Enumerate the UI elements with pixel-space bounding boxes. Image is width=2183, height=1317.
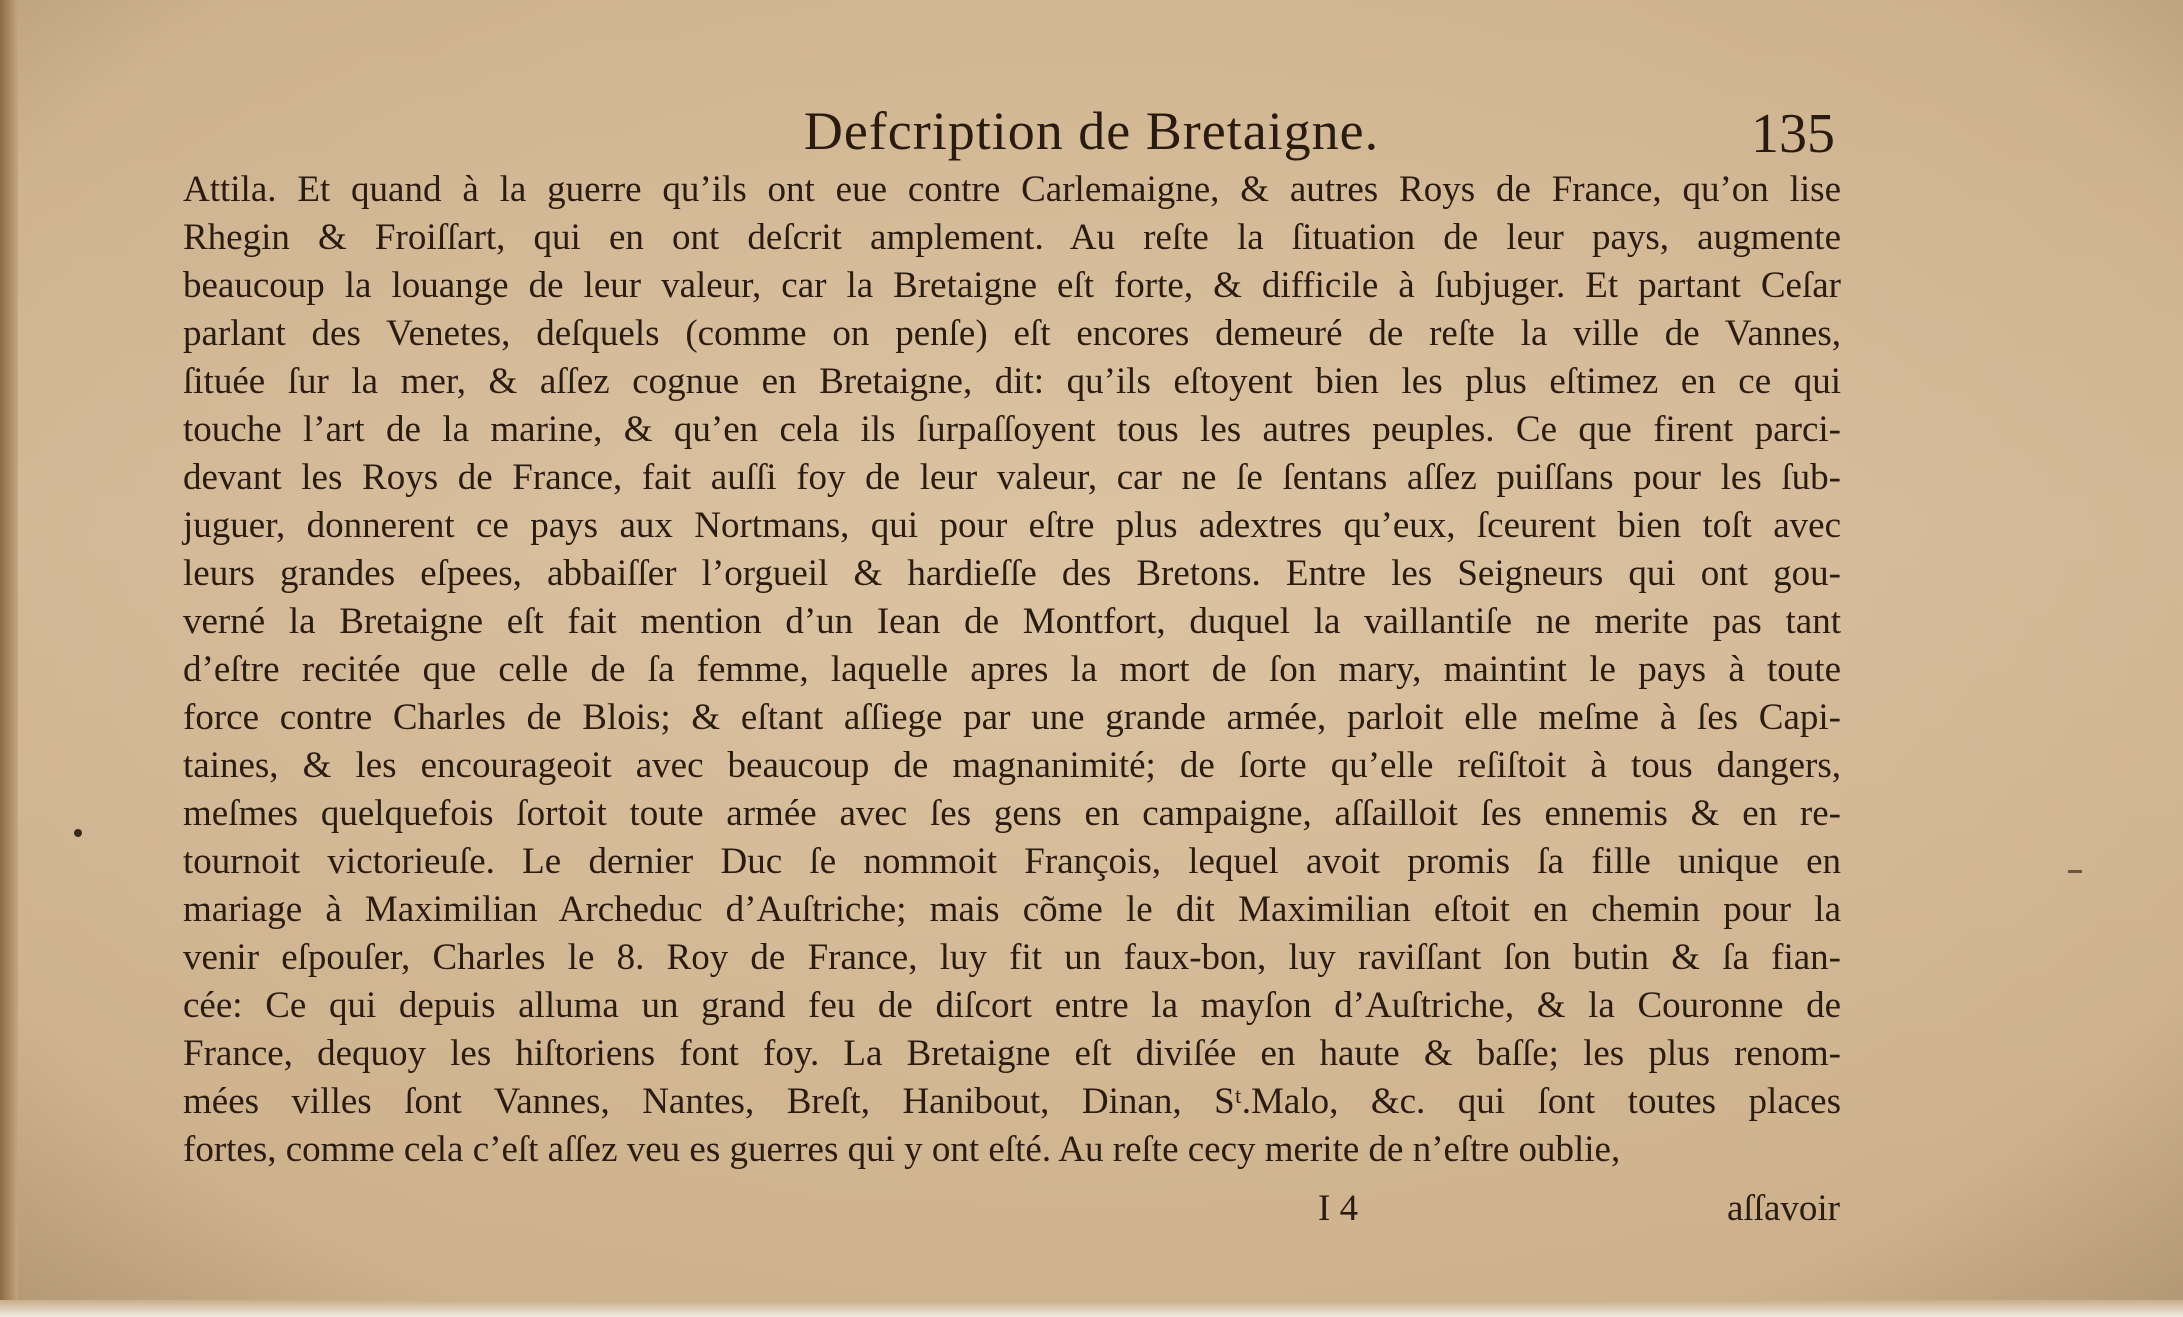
signature-mark: I 4 [1318,1188,1359,1229]
text-line: Attila. Et quand à la guerre qu’ils ont eue contre Carlemaigne, & autres Roys de France, qu’on lise [183,169,1841,210]
text-line: touche l’art de la marine, & qu’en cela ils ſurpaſſoyent tous les autres peuples. Ce que firent parci- [183,409,1841,450]
text-line: devant les Roys de France, fait auſſi foy de leur valeur, car ne ſe ſentans aſſez puiſſans pour les ſub- [183,457,1841,498]
text-line: force contre Charles de Blois; & eſtant aſſiege par une grande armée, parloit elle meſme à ſes Capi- [183,697,1841,738]
page-bottom-edge [0,1300,2183,1317]
text-line: taines, & les encourageoit avec beaucoup de magnanimité; de ſorte qu’elle reſiſtoit à tous dangers, [183,745,1841,786]
text-line: verné la Bretaigne eſt fait mention d’un Iean de Montfort, duquel la vaillantiſe ne merite pas tant [183,601,1841,642]
margin-mark [2068,870,2082,873]
catchword: aſſavoir [1726,1188,1840,1229]
text-line: fortes, comme cela c’eſt aſſez veu es guerres qui y ont eſté. Au reſte cecy merite de n’eſtre oublie, [183,1129,1621,1170]
running-title: Defcription de Bretaigne. [803,101,1380,161]
text-line: France, dequoy les hiſtoriens font foy. La Bretaigne eſt diviſée en haute & baſſe; les plus renom- [183,1033,1841,1074]
text-line: ſituée ſur la mer, & aſſez cognue en Bretaigne, dit: qu’ils eſtoyent bien les plus eſtimez en ce qui [183,361,1841,402]
page-number: 135 [1751,103,1835,165]
text-line: beaucoup la louange de leur valeur, car la Bretaigne eſt forte, & difficile à ſubjuger. Et partant Ceſar [183,265,1841,306]
text-line: tournoit victorieuſe. Le dernier Duc ſe nommoit François, lequel avoit promis ſa fille unique en [183,841,1841,882]
text-line: d’eſtre recitée que celle de ſa femme, laquelle apres la mort de ſon mary, maintint le pays à toute [183,649,1841,690]
text-line: venir eſpouſer, Charles le 8. Roy de France, luy fit un faux-bon, luy raviſſant ſon butin & ſa fian- [183,937,1841,978]
text-line: mariage à Maximilian Archeduc d’Auſtriche; mais cõme le dit Maximilian eſtoit en chemin pour la [183,889,1841,930]
text-line: cée: Ce qui depuis alluma un grand feu de diſcort entre la mayſon d’Auſtriche, & la Couronne de [183,985,1841,1026]
margin-dot [74,829,82,837]
text-line: mées villes ſont Vannes, Nantes, Breſt, Hanibout, Dinan, Sᵗ.Malo, &c. qui ſont toutes places [183,1081,1841,1122]
page-left-edge [0,0,18,1317]
text-line: parlant des Venetes, deſquels (comme on penſe) eſt encores demeuré de reſte la ville de Vannes, [183,313,1841,354]
text-line: juguer, donnerent ce pays aux Nortmans, qui pour eſtre plus adextres qu’eux, ſceurent bien toſt avec [183,505,1841,546]
body-text [183,166,1841,1174]
text-line: meſmes quelquefois ſortoit toute armée avec ſes gens en campaigne, aſſailloit ſes ennemis & en re- [183,793,1841,834]
text-line: leurs grandes eſpees, abbaiſſer l’orgueil & hardieſſe des Bretons. Entre les Seigneurs qui ont gou- [183,553,1841,594]
text-line: Rhegin & Froiſſart, qui en ont deſcrit amplement. Au reſte la ſituation de leur pays, augmente [183,217,1841,258]
